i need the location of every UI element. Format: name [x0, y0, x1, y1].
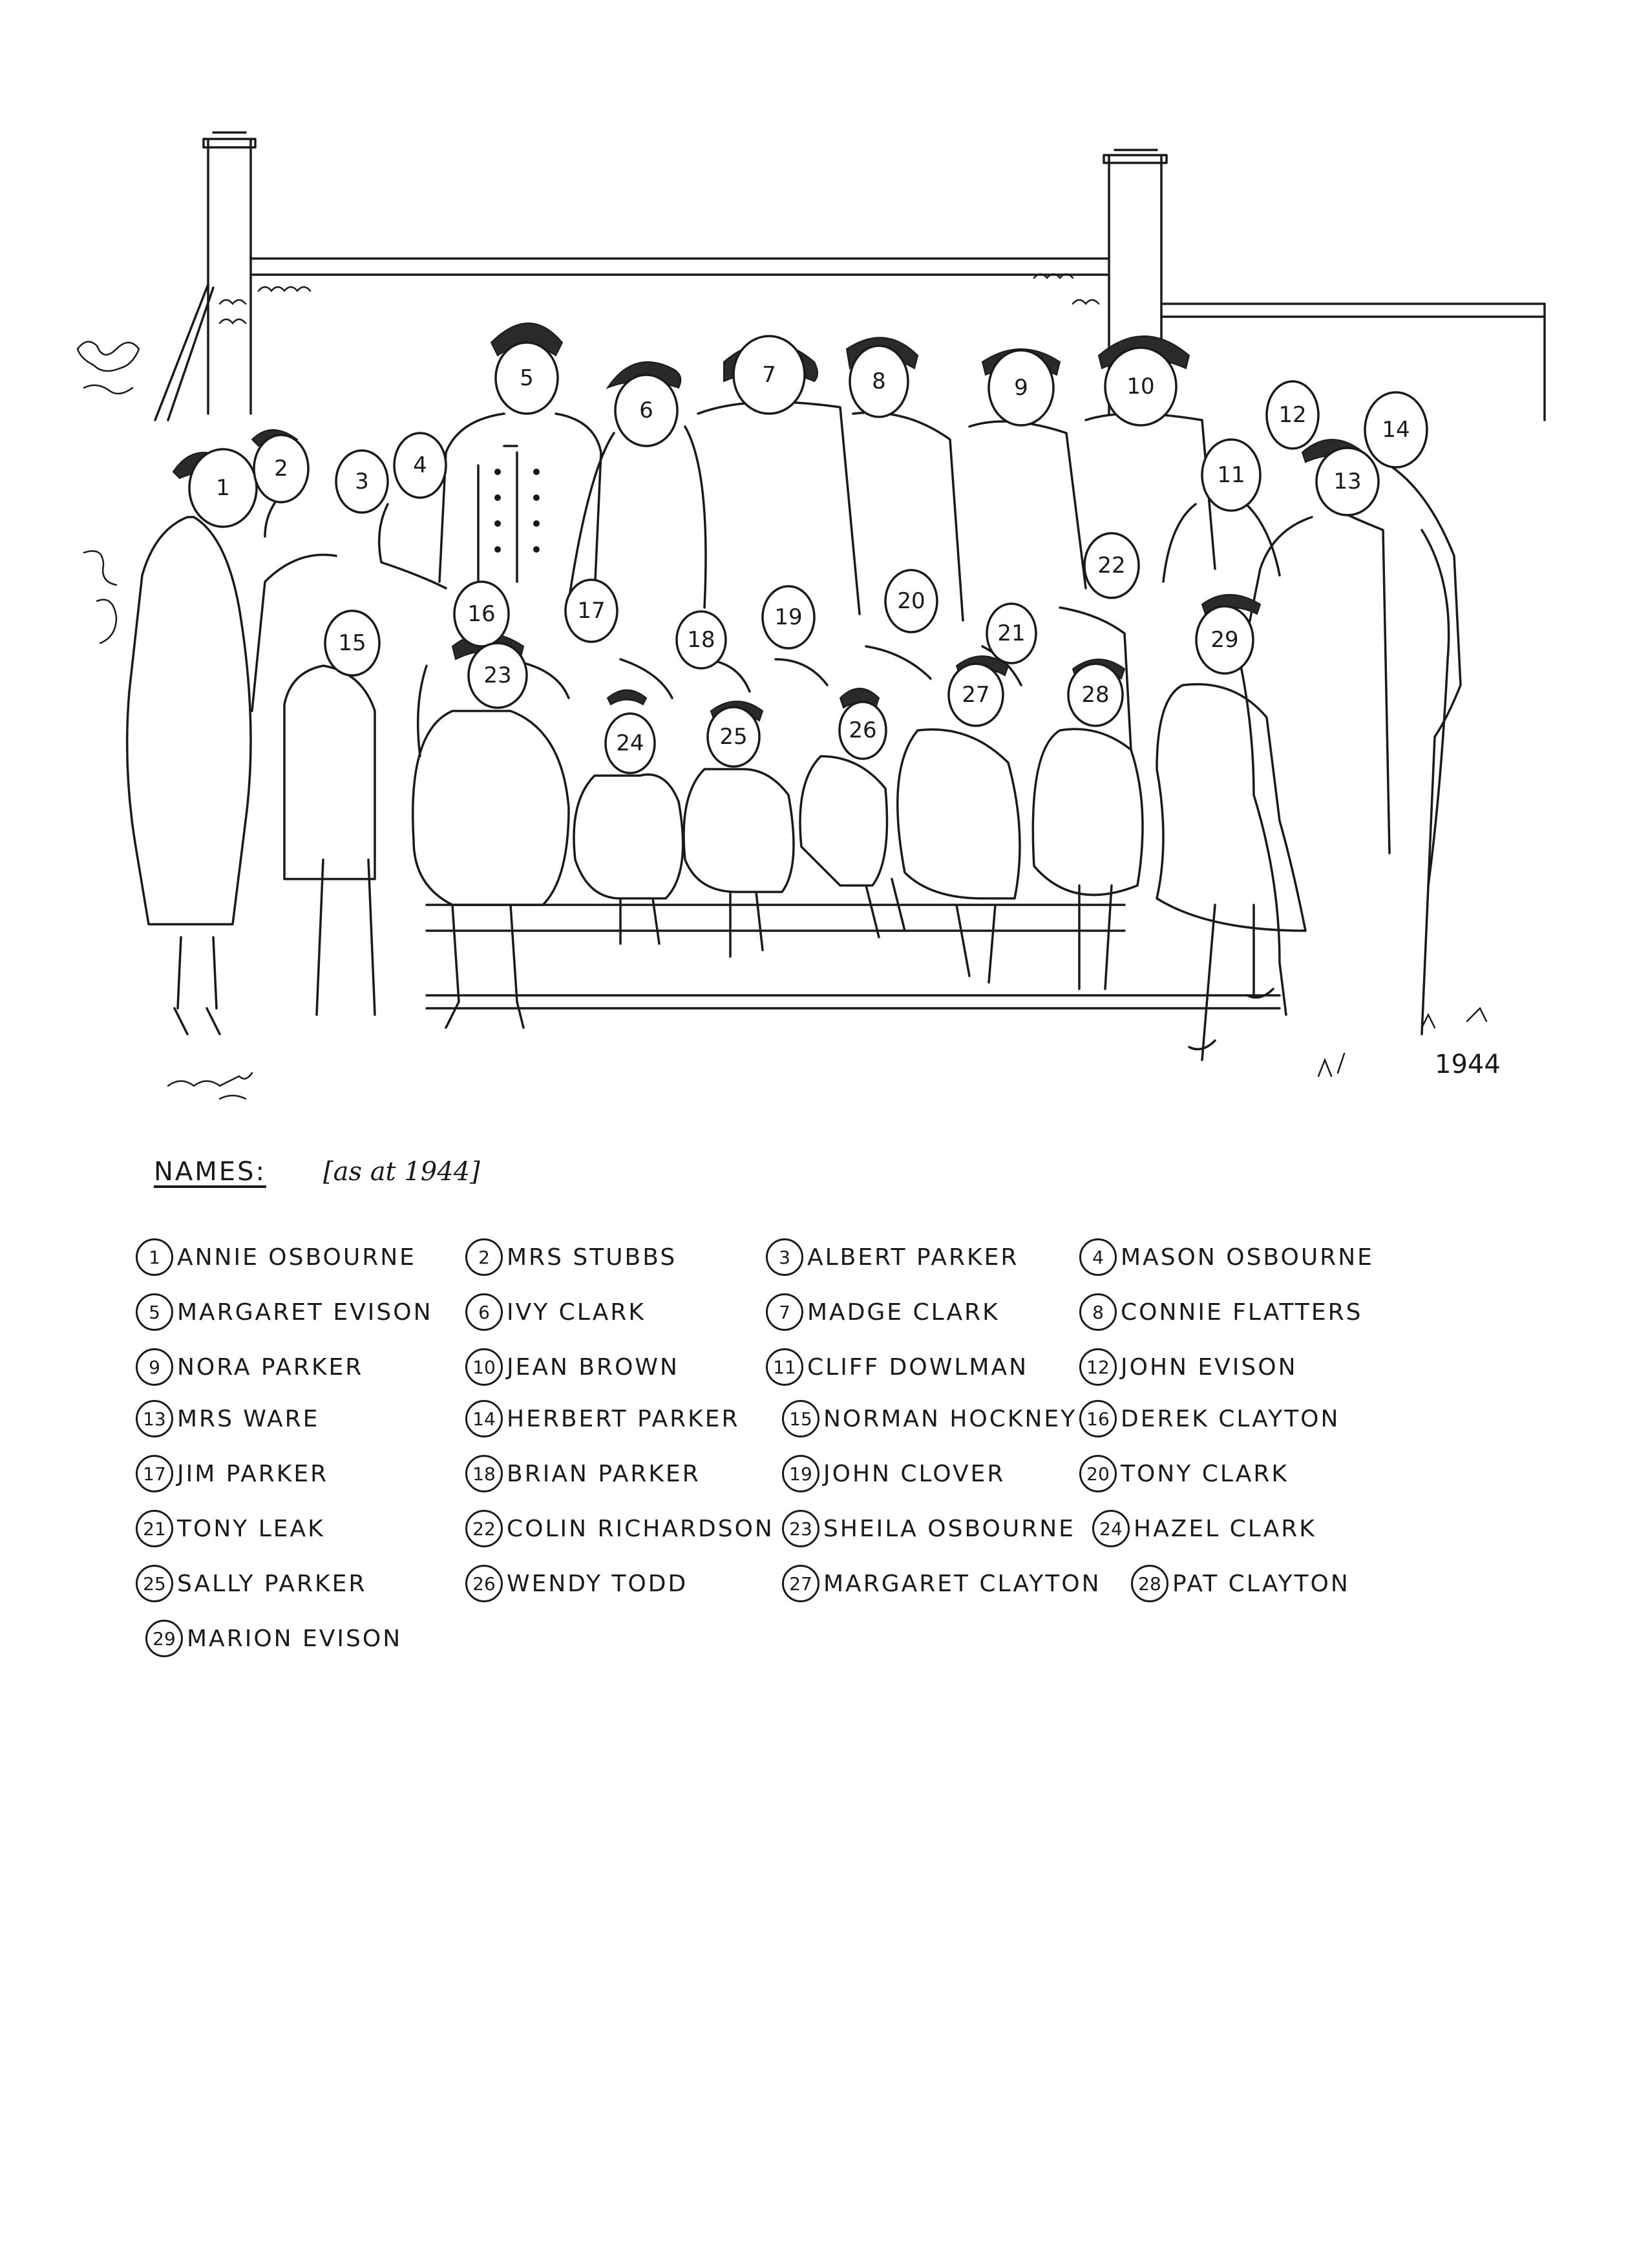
name-entry-17 [136, 1451, 328, 1496]
entry-number: 13 [136, 1400, 173, 1437]
names-heading: NAMES: [154, 1157, 266, 1187]
entry-number: 16 [1079, 1400, 1117, 1437]
face-3 [336, 450, 388, 513]
entry-number: 6 [465, 1293, 503, 1331]
face-6 [615, 375, 677, 446]
face-11 [1202, 440, 1260, 511]
entry-name: ANNIE OSBOURNE [177, 1244, 416, 1271]
face-number: 7 [762, 362, 776, 388]
entry-name: MRS STUBBS [507, 1244, 677, 1271]
entry-number: 20 [1079, 1455, 1117, 1492]
names-note: [as at 1944] [323, 1157, 480, 1187]
entry-number: 11 [766, 1348, 803, 1386]
name-entry-27 [782, 1561, 1101, 1606]
face-12 [1267, 381, 1318, 449]
face-number: 2 [274, 456, 288, 482]
name-entry-25 [136, 1561, 366, 1606]
entry-name: ALBERT PARKER [807, 1244, 1019, 1271]
name-entry-2 [465, 1235, 677, 1280]
entry-name: WENDY TODD [507, 1570, 688, 1597]
entry-name: COLIN RICHARDSON [507, 1515, 774, 1542]
name-entry-6 [465, 1289, 646, 1335]
entry-number: 5 [136, 1293, 173, 1331]
entry-number: 2 [465, 1238, 503, 1276]
entry-number: 15 [782, 1400, 819, 1437]
name-entry-26 [465, 1561, 688, 1606]
name-entry-28 [1131, 1561, 1350, 1606]
entry-name: NORA PARKER [177, 1353, 364, 1381]
face-number: 8 [872, 368, 886, 394]
entry-name: JEAN BROWN [507, 1353, 679, 1381]
entry-number: 26 [465, 1565, 503, 1602]
entry-number: 22 [465, 1510, 503, 1547]
face-13 [1316, 448, 1379, 515]
entry-name: MASON OSBOURNE [1121, 1244, 1374, 1271]
name-entry-1 [136, 1235, 416, 1280]
face-number: 15 [338, 630, 366, 656]
face-10 [1105, 348, 1176, 425]
face-number: 24 [616, 730, 644, 756]
face-number: 1 [216, 475, 230, 501]
entry-name: TONY LEAK [177, 1515, 325, 1542]
face-number: 17 [577, 598, 606, 624]
entry-number: 19 [782, 1455, 819, 1492]
name-entry-23 [782, 1506, 1075, 1551]
face-9 [989, 350, 1053, 425]
name-entry-7 [766, 1289, 1000, 1335]
name-entry-5 [136, 1289, 433, 1335]
entry-number: 18 [465, 1455, 503, 1492]
face-21 [987, 604, 1036, 663]
entry-name: BRIAN PARKER [507, 1460, 701, 1487]
building-outline [78, 132, 1545, 643]
face-number: 28 [1081, 682, 1110, 708]
face-number: 13 [1333, 469, 1362, 494]
entry-number: 27 [782, 1565, 819, 1602]
face-number: 12 [1278, 402, 1307, 428]
face-number: 22 [1097, 553, 1126, 578]
entry-name: CONNIE FLATTERS [1121, 1298, 1363, 1326]
name-entry-10 [465, 1344, 679, 1390]
face-number: 9 [1014, 375, 1028, 401]
entry-name: DEREK CLAYTON [1121, 1405, 1340, 1432]
name-entry-16 [1079, 1396, 1340, 1441]
name-entry-4 [1079, 1235, 1374, 1280]
face-number: 26 [849, 717, 877, 743]
face-8 [850, 346, 908, 417]
face-20 [885, 570, 937, 632]
entry-name: CLIFF DOWLMAN [807, 1353, 1028, 1381]
face-number: 23 [483, 662, 512, 688]
entry-name: PAT CLAYTON [1172, 1570, 1350, 1597]
name-entry-13 [136, 1396, 319, 1441]
name-entry-22 [465, 1506, 774, 1551]
face-5 [496, 343, 558, 414]
face-25 [708, 707, 759, 767]
entry-number: 21 [136, 1510, 173, 1547]
face-number: 3 [355, 469, 369, 494]
face-15 [325, 611, 379, 675]
entry-number: 28 [1131, 1565, 1168, 1602]
face-26 [840, 702, 886, 759]
entry-number: 14 [465, 1400, 503, 1437]
entry-number: 1 [136, 1238, 173, 1276]
face-number: 5 [520, 365, 534, 391]
face-23 [469, 643, 527, 708]
entry-name: NORMAN HOCKNEY [823, 1405, 1077, 1432]
entry-name: JOHN EVISON [1121, 1353, 1298, 1381]
name-entry-8 [1079, 1289, 1363, 1335]
face-number: 16 [467, 601, 496, 627]
face-7 [734, 336, 805, 414]
numbered-faces [189, 336, 1427, 773]
entry-number: 17 [136, 1455, 173, 1492]
name-entry-24 [1092, 1506, 1316, 1551]
name-entry-9 [136, 1344, 363, 1390]
name-entry-14 [465, 1396, 740, 1441]
entry-name: JIM PARKER [177, 1460, 329, 1487]
face-number: 10 [1126, 374, 1155, 399]
face-number: 19 [774, 604, 803, 630]
entry-number: 25 [136, 1565, 173, 1602]
face-24 [606, 714, 655, 773]
entry-number: 12 [1079, 1348, 1117, 1386]
entry-name: TONY CLARK [1121, 1460, 1289, 1487]
face-1 [189, 449, 257, 527]
face-18 [677, 611, 726, 668]
name-entry-20 [1079, 1451, 1289, 1496]
entry-number: 9 [136, 1348, 173, 1386]
entry-number: 29 [145, 1620, 183, 1657]
face-number: 27 [962, 682, 990, 708]
name-entry-15 [782, 1396, 1077, 1441]
entry-name: HERBERT PARKER [507, 1405, 740, 1432]
entry-number: 3 [766, 1238, 803, 1276]
entry-number: 24 [1092, 1510, 1130, 1547]
entry-name: IVY CLARK [507, 1298, 646, 1326]
name-entry-21 [136, 1506, 325, 1551]
name-entry-12 [1079, 1344, 1298, 1390]
name-entry-11 [766, 1344, 1028, 1390]
face-number: 14 [1382, 417, 1410, 443]
entry-name: HAZEL CLARK [1134, 1515, 1316, 1542]
name-entry-19 [782, 1451, 1005, 1496]
face-number: 25 [719, 724, 748, 750]
entry-number: 8 [1079, 1293, 1117, 1331]
face-number: 29 [1210, 627, 1239, 653]
face-number: 20 [897, 588, 925, 614]
entry-name: MRS WARE [177, 1405, 320, 1432]
name-entry-29 [145, 1616, 402, 1661]
face-number: 6 [639, 397, 653, 423]
entry-name: MARGARET EVISON [177, 1298, 433, 1326]
entry-number: 7 [766, 1293, 803, 1331]
face-17 [565, 580, 617, 642]
entry-number: 4 [1079, 1238, 1117, 1276]
entry-name: MADGE CLARK [807, 1298, 1000, 1326]
entry-number: 10 [465, 1348, 503, 1386]
entry-number: 23 [782, 1510, 819, 1547]
face-number: 18 [687, 627, 715, 653]
entry-name: JOHN CLOVER [823, 1460, 1006, 1487]
name-entry-18 [465, 1451, 701, 1496]
face-19 [763, 586, 814, 648]
face-number: 21 [997, 620, 1026, 646]
year-label: 1944 [1435, 1050, 1501, 1079]
entry-name: MARION EVISON [187, 1625, 403, 1652]
face-number: 4 [413, 452, 427, 478]
face-number: 11 [1217, 462, 1245, 488]
entry-name: SALLY PARKER [177, 1570, 367, 1597]
face-14 [1365, 392, 1427, 467]
face-2 [254, 435, 308, 502]
entry-name: SHEILA OSBOURNE [823, 1515, 1075, 1542]
name-entry-3 [766, 1235, 1019, 1280]
face-29 [1196, 606, 1253, 673]
face-22 [1084, 533, 1139, 598]
entry-name: MARGARET CLAYTON [823, 1570, 1101, 1597]
face-4 [394, 433, 446, 498]
face-28 [1068, 664, 1123, 726]
face-16 [454, 582, 509, 646]
face-27 [949, 664, 1003, 726]
